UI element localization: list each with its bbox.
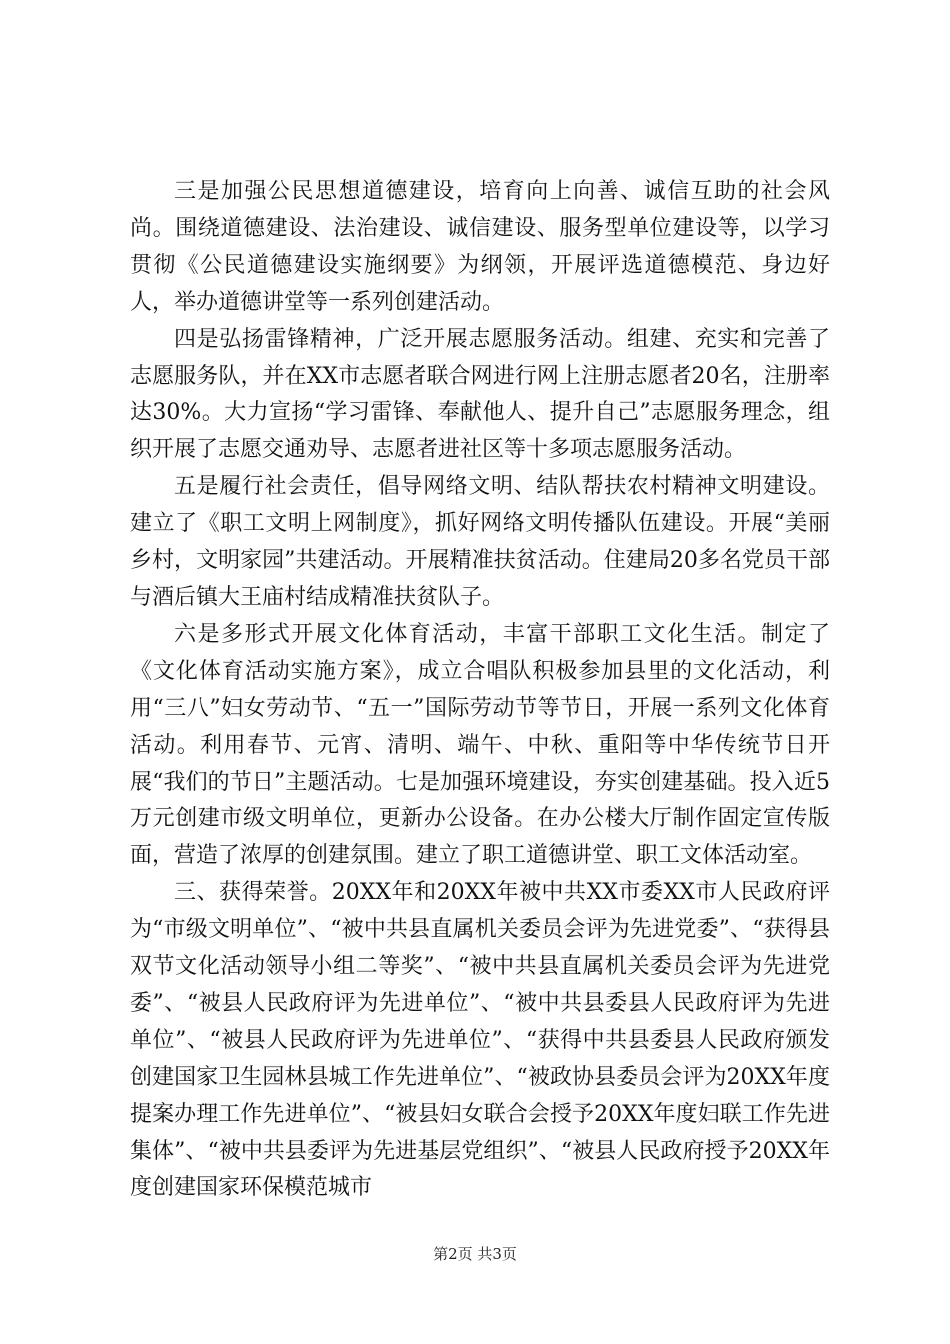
- paragraph-volunteer-service: 四是弘扬雷锋精神，广泛开展志愿服务活动。组建、充实和完善了志愿服务队，并在XX市志愿者联合网进行网上注册志愿者20名，注册率达30%。大力宣扬“学习雷锋、奉献他人、提升自己”志愿服务理念，组织开展了志愿交通劝导、志愿者进社区等十多项志愿服务活动。: [130, 326, 830, 463]
- paragraph-culture-sports: 六是多形式开展文化体育活动，丰富干部职工文化生活。制定了《文化体育活动实施方案》，成立合唱队积极参加县里的文化活动，利用“三八”妇女劳动节、“五一”国际劳动节等节日，开展一系列文化体育活动。利用春节、元宵、清明、端午、中秋、重阳等中华传统节日开展“我们的节日”主题活动。七是加强环境建设，夯实创建基础。投入近5万元创建市级文明单位，更新办公设备。在办公楼大厅制作固定宣传版面，营造了浓厚的创建氛围。建立了职工道德讲堂、职工文体活动室。: [130, 621, 830, 869]
- paragraph-honors: 三、获得荣誉。20XX年和20XX年被中共XX市委XX市人民政府评为“市级文明单位”、“被中共县直属机关委员会评为先进党委”、“获得县双节文化活动领导小组二等奖”、“被中共县直属机关委员会评为先进党委”、“被县人民政府评为先进单位”、“被中共县委县人民政府评为先进单位”、“被县人民政府评为先进单位”、“获得中共县委县人民政府颁发创建国家卫生园林县城工作先进单位”、“被政协县委员会评为20XX年度提案办理工作先进单位”、“被县妇女联合会授予20XX年度妇联工作先进集体”、“被中共县委评为先进基层党组织”、“被县人民政府授予20XX年度创建国家环保模范城市: [130, 880, 830, 1201]
- page-footer: [0, 1244, 950, 1264]
- paragraph-social-responsibility: 五是履行社会责任，倡导网络文明、结队帮扶农村精神文明建设。建立了《职工文明上网制度》，抓好网络文明传播队伍建设。开展“美丽乡村，文明家园”共建活动。开展精准扶贫活动。住建局20多名党员干部与酒后镇大王庙村结成精准扶贫队子。: [130, 474, 830, 610]
- page-number: 第2页 共3页: [433, 1245, 517, 1263]
- paragraph-moral-building: 三是加强公民思想道德建设，培育向上向善、诚信互助的社会风尚。围绕道德建设、法治建设、诚信建设、服务型单位建设等，以学习贯彻《公民道德建设实施纲要》为纲领，开展评选道德模范、身边好人，举办道德讲堂等一系列创建活动。: [130, 179, 830, 315]
- document-body: [130, 174, 830, 1207]
